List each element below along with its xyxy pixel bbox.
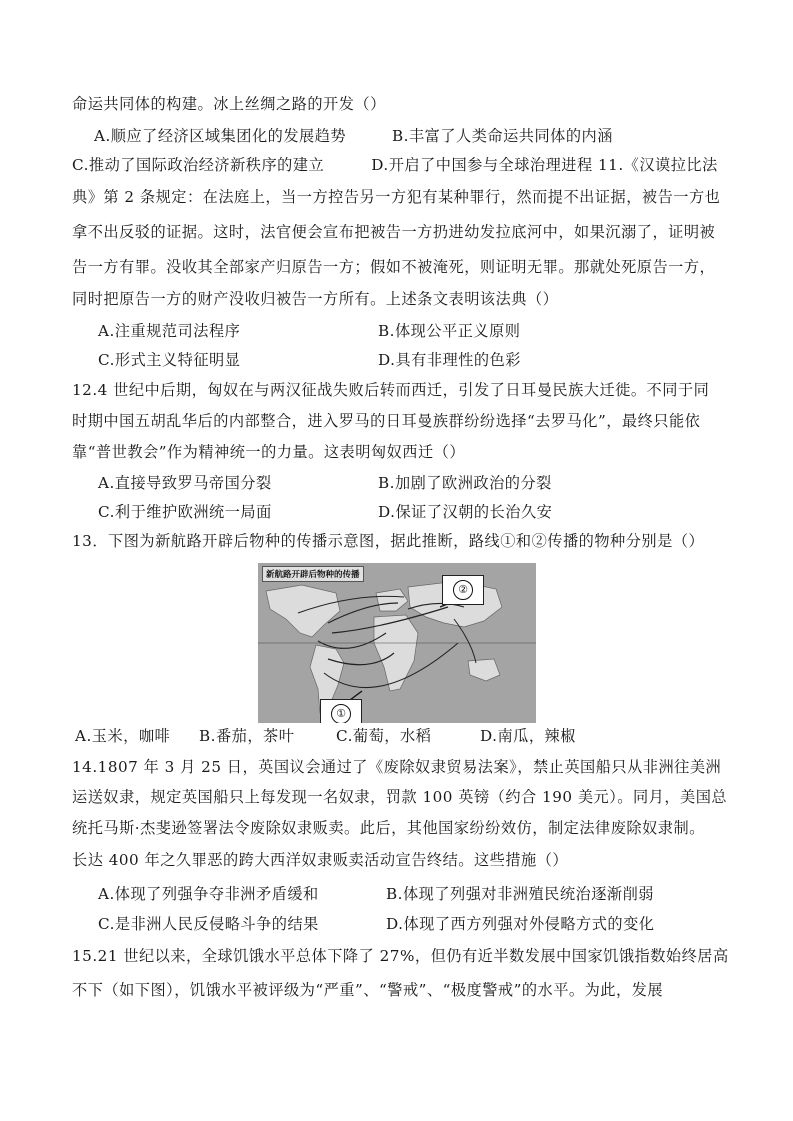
option-q13-b: B.番茄，茶叶 — [199, 727, 295, 745]
text-line: C.推动了国际政治经济新秩序的建立 D.开启了中国参与全球治理进程 11.《汉谟拉比法 — [72, 156, 718, 174]
text-line: 靠“普世教会”作为精神统一的力量。这表明匈奴西迁（） — [72, 443, 466, 461]
route-2-label-box — [442, 575, 484, 605]
option-q11-b: B.体现公平正义原则 — [378, 322, 521, 340]
text-line: 12.4 世纪中后期，匈奴在与两汉征战失败后转而西迁，引发了日耳曼民族大迁徙。不同于同 — [72, 381, 710, 399]
text-line: 拿不出反驳的证据。这时，法官便会宣布把被告一方扔进幼发拉底河中，如果沉溺了，证明被 — [72, 223, 716, 241]
option-q11-d: D.具有非理性的色彩 — [378, 351, 521, 369]
text-line: 13．下图为新航路开辟后物种的传播示意图，据此推断，路线①和②传播的物种分别是（） — [72, 532, 705, 550]
option-q13-d: D.南瓜，辣椒 — [480, 727, 576, 745]
text-line: 15.21 世纪以来，全球饥饿水平总体下降了 27%，但仍有近半数发展中国家饥饿指数始终居高 — [72, 947, 729, 965]
option-q14-c: C.是非洲人民反侵略斗争的结果 — [98, 915, 319, 933]
option-q11-a: A.注重规范司法程序 — [98, 322, 241, 340]
text-line: 14.1807 年 3 月 25 日，英国议会通过了《废除奴隶贸易法案》，禁止英国船只从非洲往美洲 — [72, 758, 722, 776]
text-line: 长达 400 年之久罪恶的跨大西洋奴隶贩卖活动宣告终结。这些措施（） — [72, 851, 569, 869]
route-1-label: ① — [331, 704, 351, 723]
option-q14-a: A.体现了列强争夺非洲矛盾缓和 — [98, 885, 319, 903]
text-line: 运送奴隶，规定英国船只上每发现一名奴隶，罚款 100 英镑（约合 190 美元）。同月，美国总 — [72, 788, 728, 806]
option-q10-b: B.丰富了人类命运共同体的内涵 — [392, 127, 613, 145]
option-q13-a: A.玉米，咖啡 — [75, 727, 171, 745]
map-title: 新航路开辟后物种的传播 — [262, 566, 364, 582]
option-q13-c: C.葡萄，水稻 — [336, 727, 432, 745]
option-q11-c: C.形式主义特征明显 — [98, 351, 241, 369]
text-line: 告一方有罪。没收其全部家产归原告一方；假如不被淹死，则证明无罪。那就处死原告一方， — [72, 258, 716, 276]
option-q10-a: A.顺应了经济区域集团化的发展趋势 — [94, 127, 347, 145]
option-q12-c: C.利于维护欧洲统一局面 — [98, 503, 272, 521]
route-1-label-box — [320, 699, 362, 723]
text-line: 典》第 2 条规定：在法庭上，当一方控告另一方犯有某种罪行，然而提不出证据，被告一方也 — [72, 188, 721, 206]
text-line: 同时把原告一方的财产没收归被告一方所有。上述条文表明该法典（） — [72, 290, 559, 308]
option-q14-b: B.体现了列强对非洲殖民统治逐渐削弱 — [386, 885, 654, 903]
world-map-graphic — [258, 563, 536, 723]
text-line: 命运共同体的构建。冰上丝绸之路的开发（） — [72, 95, 386, 113]
option-q14-d: D.体现了西方列强对外侵略方式的变化 — [386, 915, 655, 933]
option-q12-d: D.保证了汉朝的长治久安 — [378, 503, 553, 521]
text-line: 不下（如下图），饥饿水平被评级为“严重”、“警戒”、“极度警戒”的水平。为此，发展 — [72, 981, 664, 999]
option-q12-a: A.直接导致罗马帝国分裂 — [98, 474, 272, 492]
text-line: 时期中国五胡乱华后的内部整合，进入罗马的日耳曼族群纷纷选择“去罗马化”，最终只能依 — [72, 412, 701, 430]
route-2-label: ② — [453, 580, 473, 600]
option-q12-b: B.加剧了欧洲政治的分裂 — [378, 474, 552, 492]
text-line: 统托马斯·杰斐逊签署法令废除奴隶贩卖。此后，其他国家纷纷效仿，制定法律废除奴隶制。 — [72, 819, 705, 837]
species-spread-map — [258, 563, 536, 723]
